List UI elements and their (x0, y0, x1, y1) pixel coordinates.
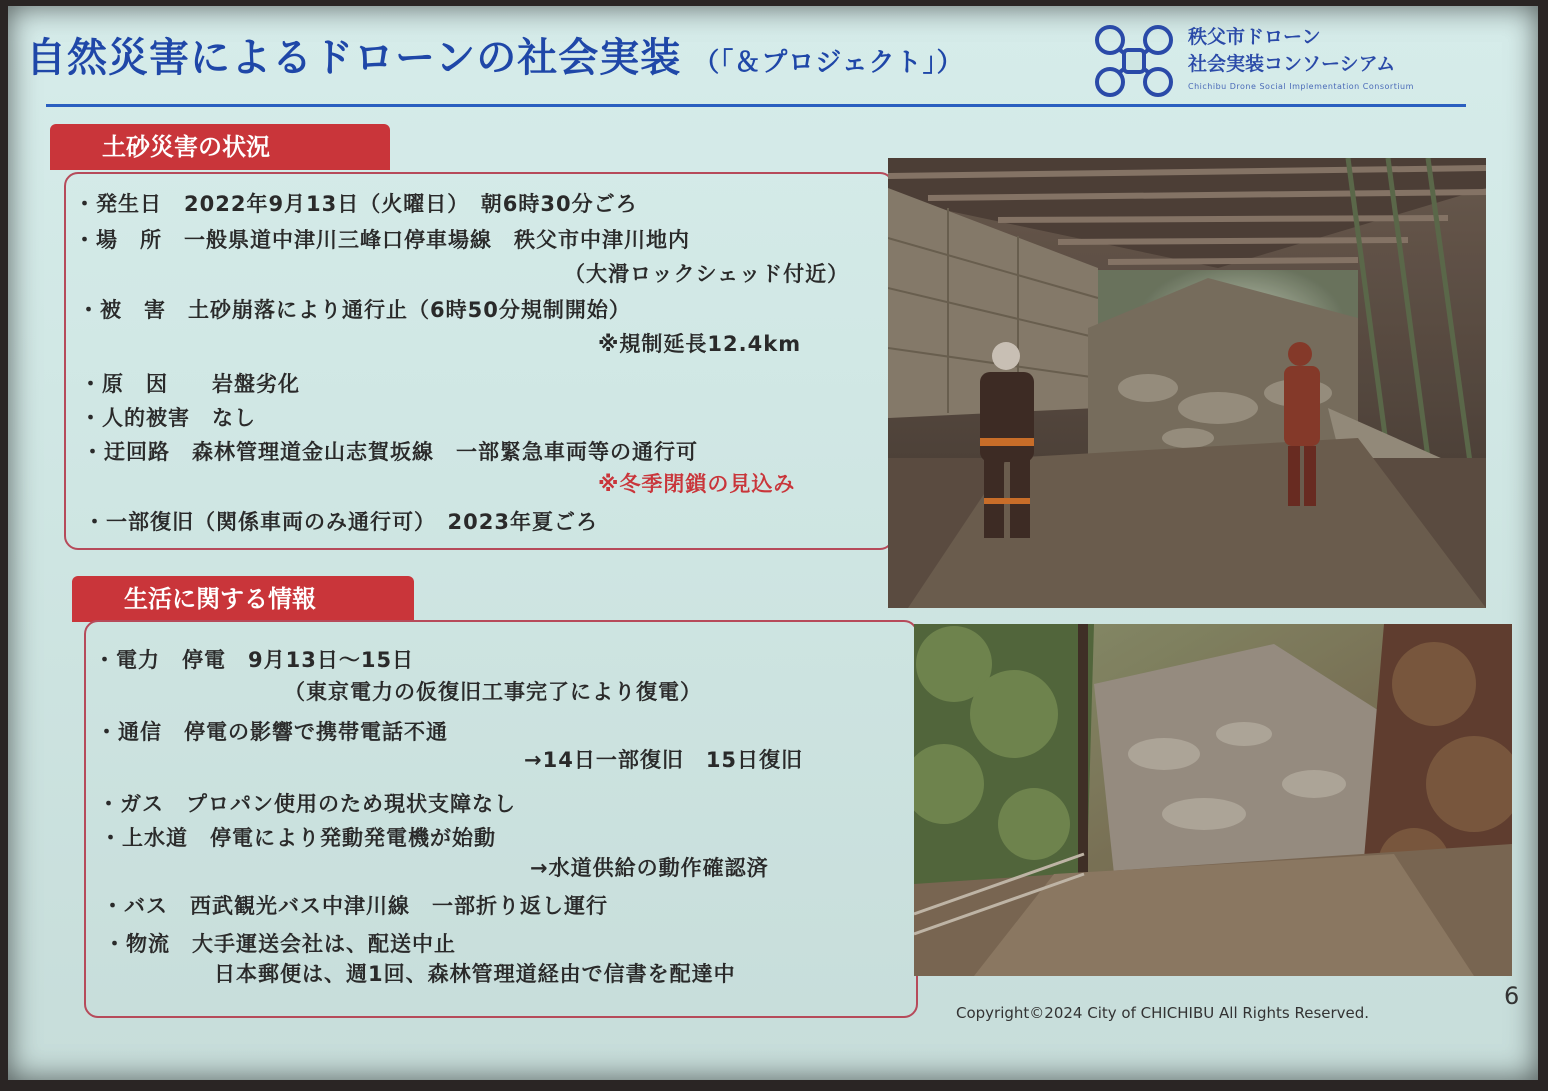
life-item-power-detail: （東京電力の仮復旧工事完了により復電） (284, 680, 702, 704)
life-item-telecom-detail: →14日一部復旧 15日復旧 (524, 748, 804, 772)
logo-text (1188, 24, 1395, 78)
life-item-water: ・上水道 停電により発動発電機が始動 (100, 826, 496, 850)
forest-landslide-photo (914, 624, 1512, 976)
title-subtitle: （「＆プロジェクト」） (693, 48, 964, 78)
logo-line1: 秩父市ドローン (1188, 26, 1321, 48)
disaster-item-damage: ・被 害 土砂崩落により通行止（6時50分規制開始） (78, 298, 631, 322)
consortium-logo (1088, 20, 1468, 102)
logo-tagline: Chichibu Drone Social Implementation Consortium (1188, 82, 1414, 91)
logo-line2: 社会実装コンソーシアム (1188, 53, 1396, 75)
life-item-gas: ・ガス プロパン使用のため現状支障なし (98, 792, 516, 816)
disaster-item-location-detail: （大滑ロックシェッド付近） (564, 262, 850, 286)
disaster-item-recovery: ・一部復旧（関係車両のみ通行可） 2023年夏ごろ (84, 510, 598, 534)
life-item-logistics: ・物流 大手運送会社は、配送中止 (104, 932, 456, 956)
disaster-item-location: ・場 所 一般県道中津川三峰口停車場線 秩父市中津川地内 (74, 228, 690, 252)
slide (8, 6, 1538, 1080)
life-item-bus: ・バス 西武観光バス中津川線 一部折り返し運行 (102, 894, 608, 918)
disaster-item-casualties: ・人的被害 なし (80, 406, 256, 430)
disaster-item-date: ・発生日 2022年9月13日（火曜日） 朝6時30分ごろ (74, 192, 638, 216)
title-text: 自然災害によるドローンの社会実装 (26, 35, 682, 81)
disaster-item-detour-note: ※冬季閉鎖の見込み (598, 472, 796, 496)
life-item-water-detail: →水道供給の動作確認済 (530, 856, 769, 880)
life-item-power: ・電力 停電 9月13日～15日 (94, 648, 415, 672)
life-item-logistics-detail: 日本郵便は、週1回、森林管理道経由で信書を配達中 (214, 962, 736, 986)
life-item-telecom: ・通信 停電の影響で携帯電話不通 (96, 720, 448, 744)
section-heading-life: 生活に関する情報 (72, 576, 414, 622)
disaster-item-detour: ・迂回路 森林管理道金山志賀坂線 一部緊急車両等の通行可 (82, 440, 698, 464)
drone-logo-icon (1088, 20, 1180, 102)
disaster-item-cause: ・原 因 岩盤劣化 (80, 372, 300, 396)
rockshed-landslide-photo (888, 158, 1486, 608)
disaster-item-damage-detail: ※規制延長12.4km (598, 332, 802, 356)
title-divider (46, 104, 1466, 107)
copyright-text: Copyright©2024 City of CHICHIBU All Rights Reserved. (956, 1004, 1370, 1022)
slide-title (26, 26, 964, 83)
section-heading-disaster: 土砂災害の状況 (50, 124, 390, 170)
page-number: 6 (1504, 982, 1520, 1010)
